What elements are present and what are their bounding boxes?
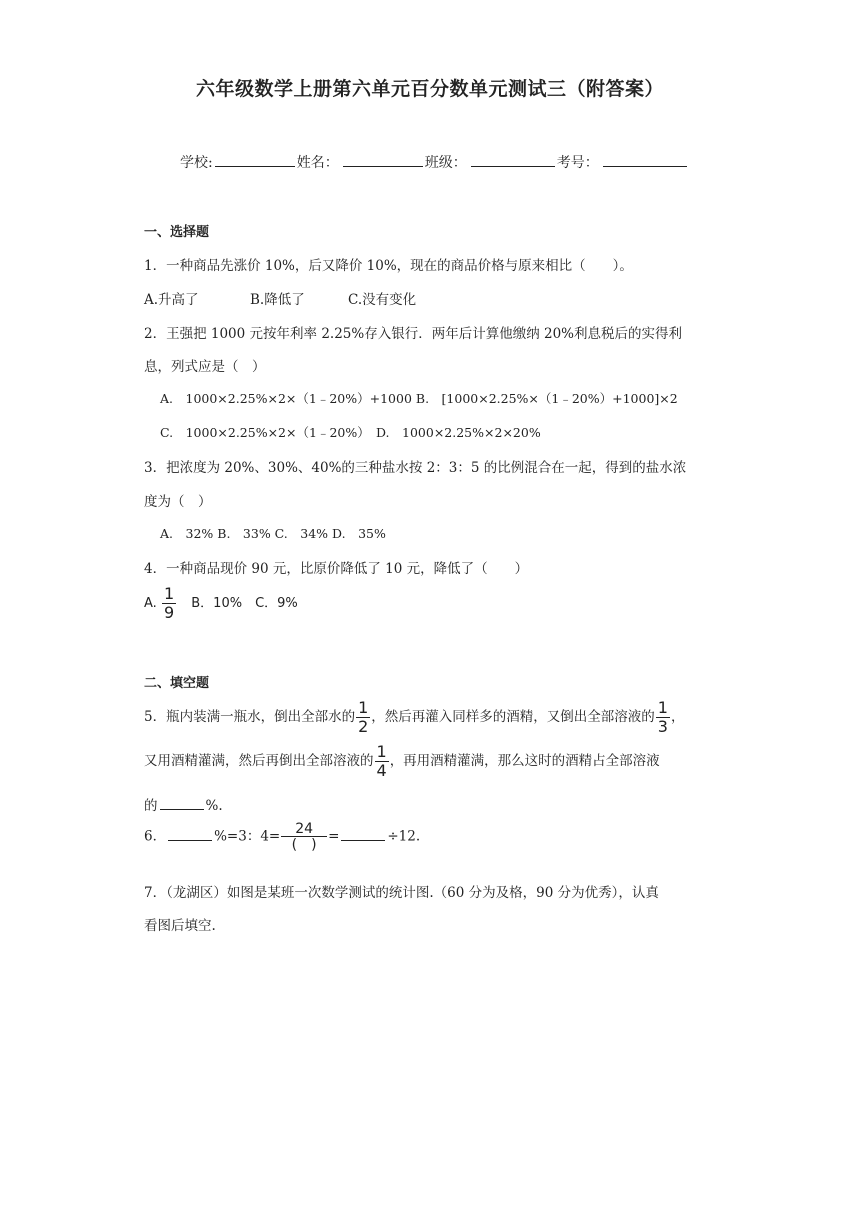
q5-line3: [144, 794, 223, 814]
name-label: 姓名：: [296, 155, 339, 171]
q4-options: [144, 586, 298, 621]
q5-text-part6: 的: [144, 798, 158, 814]
fraction-denominator: 9: [163, 603, 175, 622]
q2-options-ab: A. 1000×2.25%×2×（1﹣20%）+1000 B. [1000×2.25%×（1﹣20%）+1000]×2: [160, 391, 678, 406]
fraction-numerator: 1: [657, 698, 668, 717]
q5-line2: [144, 744, 660, 779]
q6-blank-1: [168, 839, 212, 841]
fraction-denominator: 4: [376, 761, 387, 780]
q6-line: [144, 822, 420, 852]
school-label: 学校:: [180, 155, 213, 171]
q5-text-part3: ，: [670, 709, 685, 725]
q5-fraction-half: [356, 700, 370, 735]
q3-text-line2: 度为（ ）: [144, 494, 212, 510]
q6-blank-2: [341, 839, 385, 841]
student-info-line: [180, 152, 689, 172]
page-title: 六年级数学上册第六单元百分数单元测试三（附答案）: [195, 78, 664, 100]
q5-line1: [144, 700, 684, 735]
q5-fraction-quarter: [375, 744, 389, 779]
q4-option-a-label: A.: [144, 596, 157, 611]
class-blank: [471, 165, 555, 167]
q1-option-c: C.没有变化: [348, 292, 417, 308]
q3-text-line1: 3．把浓度为 20%、30%、40%的三种盐水按 2：3：5 的比例混合在一起，得到的盐水浓: [144, 460, 687, 476]
fraction-denominator: 2: [358, 717, 369, 736]
q5-text-part1: 5．瓶内装满一瓶水，倒出全部水的: [144, 709, 356, 725]
fraction-numerator: 1: [376, 742, 387, 761]
q6-prefix: 6．: [144, 828, 167, 845]
school-blank: [215, 165, 295, 167]
exam-number-blank: [603, 165, 687, 167]
q7-text-line2: 看图后填空.: [144, 918, 216, 934]
fraction-denominator: ( ): [291, 837, 317, 853]
q5-fraction-third: [656, 700, 670, 735]
q2-text-line1: 2．王强把 1000 元按年利率 2.25%存入银行．两年后计算他缴纳 20%利息税后的实得利: [144, 326, 683, 342]
q2-text-line2: 息，列式应是（ ）: [144, 359, 266, 375]
fraction-numerator: 1: [358, 698, 369, 717]
q1-option-a: A.升高了: [144, 292, 199, 308]
q6-text-part3: ÷12.: [387, 828, 421, 845]
q1-text: 1．一种商品先涨价 10%，后又降价 10%，现在的商品价格与原来相比（ ）。: [144, 258, 633, 274]
q4-option-a-fraction: [162, 586, 176, 621]
q6-fraction: [281, 822, 327, 852]
q5-answer-blank: [160, 808, 204, 810]
q3-options: A. 32% B. 33% C. 34% D. 35%: [160, 526, 386, 541]
section-choice-heading: 一、选择题: [144, 225, 210, 240]
fraction-numerator: 1: [163, 584, 175, 603]
fraction-numerator: 24: [281, 822, 327, 837]
q5-text-part7: %.: [205, 798, 223, 814]
q4-options-bc: B．10% C．9%: [191, 596, 298, 611]
section-fill-heading: 二、填空题: [144, 676, 210, 691]
name-blank: [343, 165, 423, 167]
exam-number-label: 考号：: [556, 155, 599, 171]
q1-option-b: B.降低了: [250, 292, 305, 308]
q6-text-part1: %=3：4=: [214, 828, 281, 845]
q5-text-part2: ，然后再灌入同样多的酒精，又倒出全部溶液的: [371, 709, 655, 725]
class-label: 班级：: [424, 155, 467, 171]
q7-text-line1: 7．（龙湖区）如图是某班一次数学测试的统计图.（60 分为及格，90 分为优秀），认真: [144, 885, 659, 901]
q5-text-part5: ，再用酒精灌满，那么这时的酒精占全部溶液: [389, 753, 660, 769]
q6-text-part2: =: [328, 828, 340, 845]
q4-text: 4．一种商品现价 90 元，比原价降低了 10 元，降低了（ ）: [144, 561, 529, 577]
q2-options-cd: C. 1000×2.25%×2×（1﹣20%） D. 1000×2.25%×2×20%: [160, 425, 541, 440]
fraction-denominator: 3: [657, 717, 668, 736]
q5-text-part4: 又用酒精灌满，然后再倒出全部溶液的: [144, 753, 374, 769]
